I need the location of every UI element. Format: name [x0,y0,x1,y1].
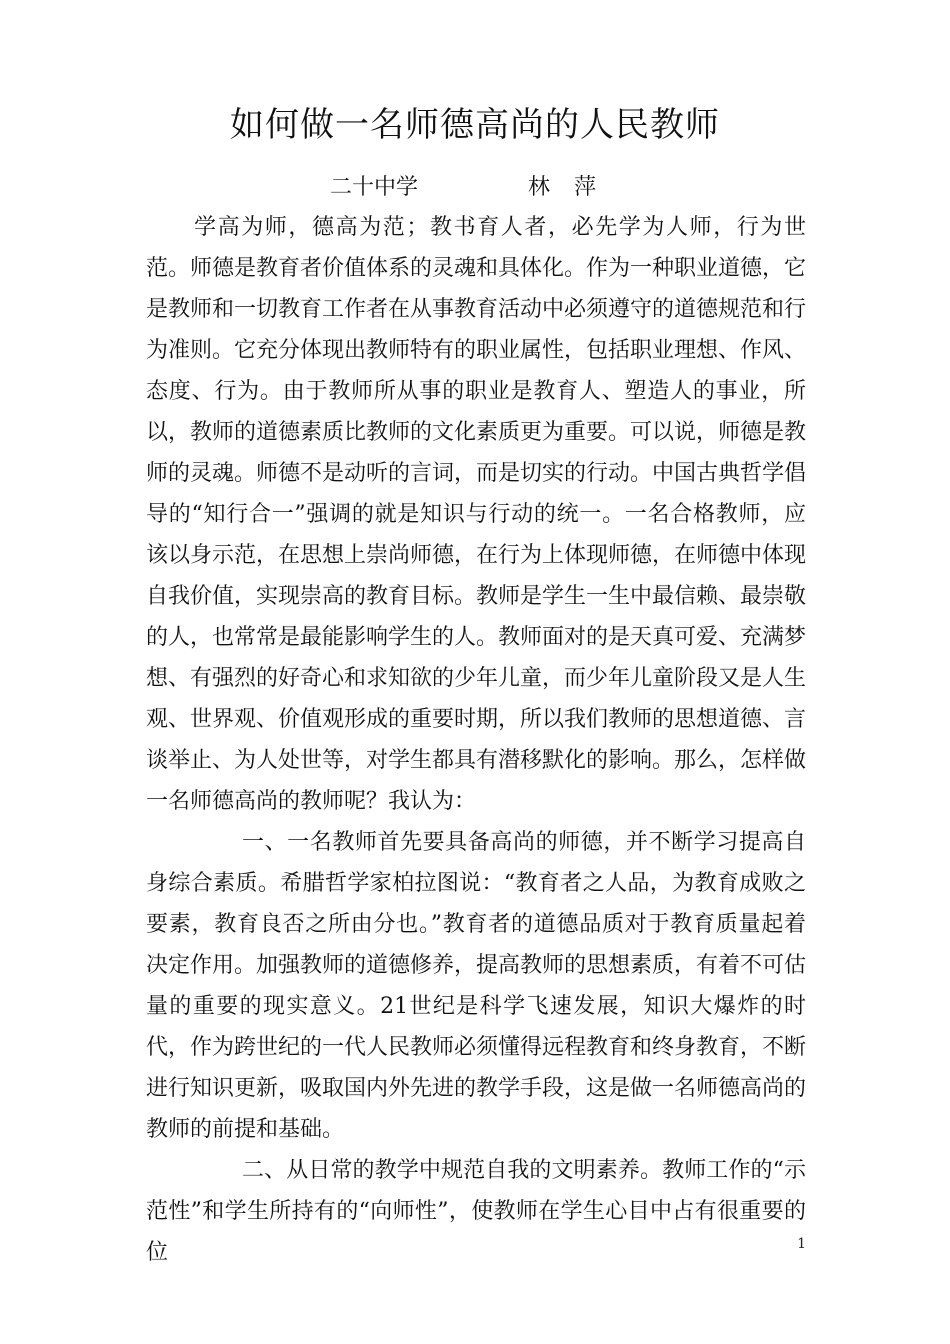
school-name: 二十中学 [329,175,418,200]
document-body [146,207,806,1273]
page-number: 1 [797,1236,806,1252]
byline [0,172,950,204]
paragraph-point-two: 二、从日常的教学中规范自我的文明素养。教师工作的“示范性”和学生所持有的“向师性”，使教师在学生心目中占有很重要的位 [146,1158,806,1265]
document-title: 如何做一名师德高尚的人民教师 [230,105,720,145]
author-name: 林萍 [528,175,621,200]
paragraph-point-one: 一、一名教师首先要具备高尚的师德，并不断学习提高自身综合素质。希腊哲学家柏拉图说：“教育者之人品，为教育成败之要素，教育良否之所由分也。”教育者的道德品质对于教育质量起着决定作用。加强教师的道德修养，提高教师的思想素质，有着不可估量的重要的现实意义。21世纪是科学飞速发展，知识大爆炸的时代，作为跨世纪的一代人民教师必须懂得远程教育和终身教育，不断进行知识更新，吸取国内外先进的教学手段，这是做一名师德高尚的教师的前提和基础。 [146,830,807,1142]
paragraph-intro: 学高为师，德高为范；教书育人者，必先学为人师，行为世范。师德是教育者价值体系的灵魂和具体化。作为一种职业道德，它是教师和一切教育工作者在从事教育活动中必须遵守的道德规范和行为准则。它充分体现出教师特有的职业属性，包括职业理想、作风、态度、行为。由于教师所从事的职业是教育人、塑造人的事业，所以，教师的道德素质比教师的文化素质更为重要。可以说，师德是教师的灵魂。师德不是动听的言词，而是切实的行动。中国古典哲学倡导的“知行合一”强调的就是知识与行动的统一。一名合格教师，应该以身示范，在思想上崇尚师德，在行为上体现师德，在师德中体现自我价值，实现崇高的教育目标。教师是学生一生中最信赖、最崇敬的人，也常常是最能影响学生的人。教师面对的是天真可爱、充满梦想、有强烈的好奇心和求知欲的少年儿童，而少年儿童阶段又是人生观、世界观、价值观形成的重要时期，所以我们教师的思想道德、言谈举止、为人处世等，对学生都具有潜移默化的影响。那么，怎样做一名师德高尚的教师呢？我认为： [146,215,807,814]
